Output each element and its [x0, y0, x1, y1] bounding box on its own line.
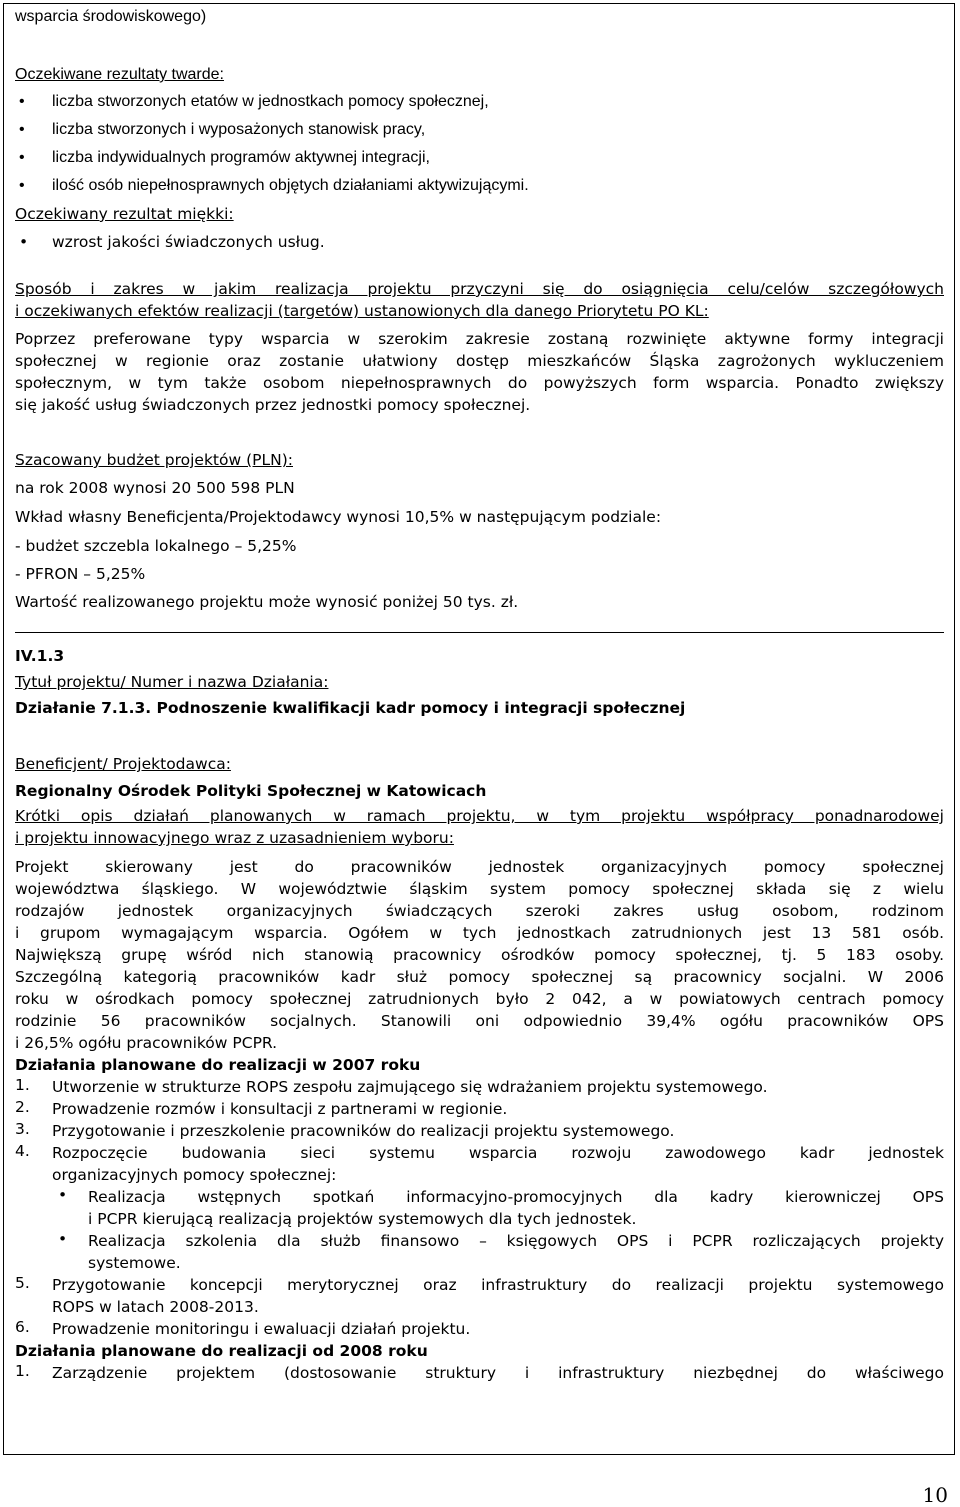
item-text: organizacyjnych pomocy społecznej:	[52, 1166, 337, 1184]
project-title: Działanie 7.1.3. Podnoszenie kwalifikacji kadr pomocy i integracji społecznej	[15, 699, 686, 717]
sub-item-text: i PCPR kierującą realizacją projektów systemowych dla tych jednostek.	[88, 1210, 637, 1228]
description-line: województwa śląskiego. W województwie śląskim system pomocy społecznej składa się z wielu	[15, 880, 944, 898]
plan-2008-heading: Działania planowane do realizacji od 2008 roku	[15, 1342, 428, 1360]
list-item: • liczba indywidualnych programów aktywnej integracji,	[15, 144, 944, 172]
item-text: Przygotowanie i przeszkolenie pracowników do realizacji projektu systemowego.	[52, 1122, 675, 1140]
list-item	[15, 1362, 944, 1384]
list-item	[15, 1318, 944, 1340]
page-number: 10	[922, 1483, 948, 1507]
budget-value-note: Wartość realizowanego projektu może wynosić poniżej 50 tys. zł.	[15, 593, 519, 611]
method-text-line: społecznej w regionie oraz zostanie ułatwiony dostęp mieszkańców Śląska zagrożonych wykluczeniem	[15, 352, 944, 370]
hard-results-list	[15, 88, 944, 200]
sub-list	[52, 1186, 944, 1274]
item-number: 2.	[15, 1098, 30, 1116]
method-text-line: społecznym, w tym także osobom niepełnosprawnych do powyższych form wsparcia. Ponadto zwiększy	[15, 374, 944, 392]
item-number: 1.	[15, 1362, 30, 1380]
budget-heading: Szacowany budżet projektów (PLN):	[15, 451, 293, 469]
sub-list-item	[52, 1230, 944, 1274]
plan-2007-list	[15, 1076, 944, 1340]
item-number: 6.	[15, 1318, 30, 1336]
list-item: • ilość osób niepełnosprawnych objętych działaniami aktywizującymi.	[15, 172, 944, 200]
list-item	[15, 1076, 944, 1098]
plan-2008-list	[15, 1362, 944, 1384]
item-number: 1.	[15, 1076, 30, 1094]
item-text: Zarządzenie projektem (dostosowanie struktury i infrastruktury niezbędnej do właściwego	[52, 1364, 944, 1382]
sub-item-text: • Realizacja wstępnych spotkań informacyjno-promocyjnych dla kadry kierowniczej OPS	[88, 1188, 944, 1206]
beneficiary-label: Beneficjent/ Projektodawca:	[15, 755, 231, 773]
budget-own-contribution: Wkład własny Beneficjenta/Projektodawcy wynosi 10,5% w następującym podziale:	[15, 508, 662, 526]
intro-tail: wsparcia środowiskowego)	[15, 8, 207, 25]
description-line: Szczególną kategorią pracowników kadr służ pomocy społecznej są pracownicy socjalni. W 2006	[15, 968, 944, 986]
list-item	[15, 1142, 944, 1274]
project-title-label: Tytuł projektu/ Numer i nazwa Działania:	[15, 673, 329, 691]
hard-results-heading: Oczekiwane rezultaty twarde:	[15, 66, 224, 83]
budget-local: - budżet szczebla lokalnego – 5,25%	[15, 537, 297, 555]
document-body	[15, 4, 944, 1384]
item-text: Utworzenie w strukturze ROPS zespołu zajmującego się wdrażaniem projektu systemowego.	[52, 1078, 768, 1096]
method-text-line: Poprzez preferowane typy wsparcia w szerokim zakresie zostaną rozwinięte aktywne formy integracji	[15, 330, 944, 348]
description-line: roku w ośrodkach pomocy społecznej zatrudnionych było 2 042, a w powiatowych centrach pomocy	[15, 990, 944, 1008]
method-heading-line2: i oczekiwanych efektów realizacji (targetów) ustanowionych dla danego Priorytetu PO KL:	[15, 302, 709, 320]
item-number: 5.	[15, 1274, 30, 1292]
project-number: IV.1.3	[15, 647, 65, 665]
list-item	[15, 1120, 944, 1142]
sub-item-text: systemowe.	[88, 1254, 181, 1272]
description-heading-line1: Krótki opis działań planowanych w ramach projektu, w tym projektu współpracy ponadnarodowej	[15, 807, 944, 825]
plan-2007-heading: Działania planowane do realizacji w 2007 roku	[15, 1056, 421, 1074]
item-number: 4.	[15, 1142, 30, 1160]
beneficiary-name: Regionalny Ośrodek Polityki Społecznej w Katowicach	[15, 782, 487, 800]
description-line: Projekt skierowany jest do pracowników jednostek organizacyjnych pomocy społecznej	[15, 858, 944, 876]
list-item: • liczba stworzonych i wyposażonych stanowisk pracy,	[15, 116, 944, 144]
description-line: rodzajów jednostek organizacyjnych świadczących szeroki zakres usług osobom, rodzinom	[15, 902, 944, 920]
description-line: rodzinie 56 pracowników socjalnych. Stanowili oni odpowiednio 39,4% ogółu pracowników OPS	[15, 1012, 944, 1030]
sub-item-text: • Realizacja szkolenia dla służb finansowo – księgowych OPS i PCPR rozliczających projekty	[88, 1232, 944, 1250]
sub-list-item	[52, 1186, 944, 1230]
list-item	[15, 1274, 944, 1318]
budget-pfron: - PFRON – 5,25%	[15, 565, 146, 583]
method-heading-line1: Sposób i zakres w jakim realizacja projektu przyczyni się do osiągnięcia celu/celów szczegółowych	[15, 280, 944, 298]
soft-results-list	[15, 228, 944, 256]
item-text: Prowadzenie rozmów i konsultacji z partnerami w regionie.	[52, 1100, 508, 1118]
budget-year-line: na rok 2008 wynosi 20 500 598 PLN	[15, 479, 295, 497]
item-text: ROPS w latach 2008-2013.	[52, 1298, 259, 1316]
description-line: i 26,5% ogółu pracowników PCPR.	[15, 1034, 278, 1052]
description-heading-line2: i projektu innowacyjnego wraz z uzasadnieniem wyboru:	[15, 829, 454, 847]
item-text: Przygotowanie koncepcji merytorycznej oraz infrastruktury do realizacji projektu systemowego	[52, 1276, 944, 1294]
list-item: • wzrost jakości świadczonych usług.	[15, 228, 944, 256]
list-item: • liczba stworzonych etatów w jednostkach pomocy społecznej,	[15, 88, 944, 116]
soft-results-heading: Oczekiwany rezultat miękki:	[15, 205, 234, 223]
item-text: Rozpoczęcie budowania sieci systemu wsparcia rozwoju zawodowego kadr jednostek	[52, 1144, 944, 1162]
description-line: Największą grupę wśród nich stanowią pracownicy ośrodków pomocy społecznej, tj. 5 183 osoby.	[15, 946, 944, 964]
description-line: i grupom wymagającym wsparcia. Ogółem w tych jednostkach zatrudnionych jest 13 581 osób.	[15, 924, 944, 942]
method-text-line: się jakość usług świadczonych przez jednostki pomocy społecznej.	[15, 396, 531, 414]
list-item	[15, 1098, 944, 1120]
item-text: Prowadzenie monitoringu i ewaluacji działań projektu.	[52, 1320, 471, 1338]
item-number: 3.	[15, 1120, 30, 1138]
